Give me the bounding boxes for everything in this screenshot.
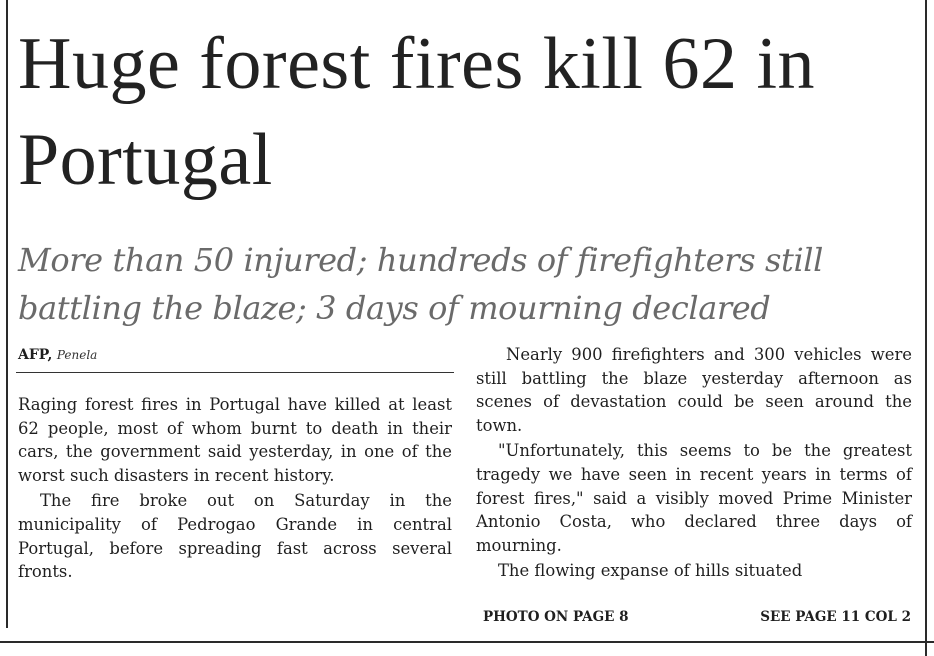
photo-reference: PHOTO ON PAGE 8 <box>483 609 629 625</box>
right-border-rule <box>925 0 927 656</box>
headline: Huge forest fires kill 62 in Portugal <box>18 23 815 201</box>
paragraph: The flowing expanse of hills situated <box>498 561 803 581</box>
article-column-left <box>18 393 452 584</box>
paragraph: Raging forest fires in Portugal have killed at least 62 people, most of whom burnt to death in their cars, the government said yesterday, in one of the worst such disasters in recent history. <box>18 395 452 485</box>
byline-dateline: Penela <box>56 348 98 362</box>
paragraph: Nearly 900 firefighters and 300 vehicles were still battling the blaze yesterday afternoon as scenes of devastation could be seen around the town. <box>476 345 912 435</box>
continuation-reference: SEE PAGE 11 COL 2 <box>760 609 911 625</box>
left-border-rule <box>6 0 8 628</box>
paragraph: The fire broke out on Saturday in the municipality of Pedrogao Grande in central Portugal, before spreading fast across several fronts. <box>18 491 452 582</box>
paragraph: "Unfortunately, this seems to be the greatest tragedy we have seen in recent years in terms of forest fires," said a visibly moved Prime Minister Antonio Costa, who declared three days of mourning. <box>476 441 912 555</box>
subheadline: More than 50 injured; hundreds of firefighters still battling the blaze; 3 days of mourning declared <box>18 241 823 327</box>
article-column-right <box>476 343 912 583</box>
byline <box>18 345 454 365</box>
page-references <box>483 609 911 625</box>
bottom-border-rule <box>0 641 934 643</box>
byline-divider <box>16 372 454 373</box>
byline-agency: AFP, <box>18 347 53 363</box>
